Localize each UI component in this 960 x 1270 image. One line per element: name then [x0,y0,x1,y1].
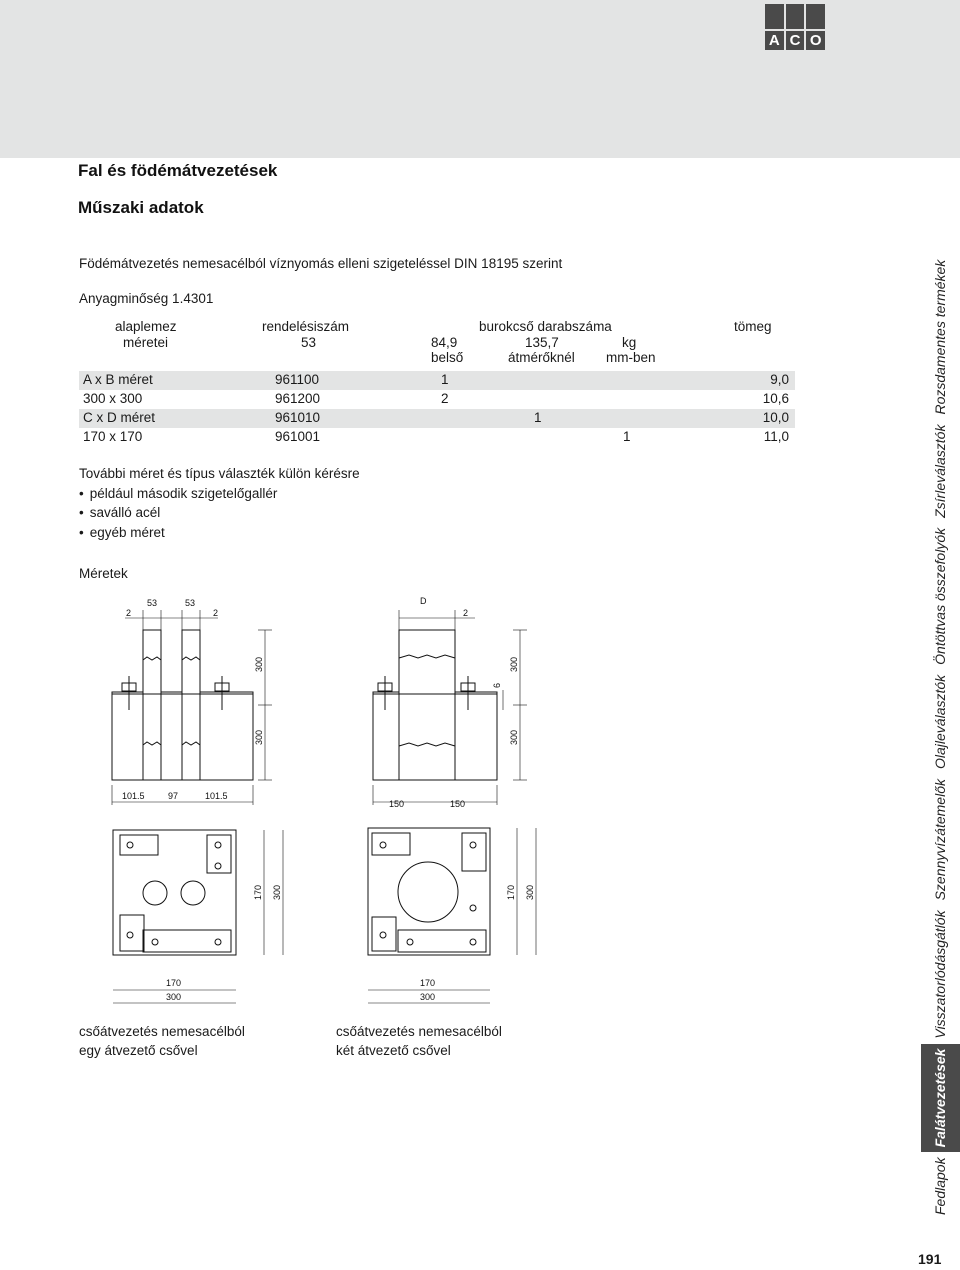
caption-right [336,1022,502,1060]
product-description: Födémátvezetés nemesacélból víznyomás elleni szigeteléssel DIN 18195 szerint [79,256,563,271]
d1-label-300-top: 300 [254,656,264,672]
caption-left-line2: egy átvezető csővel [79,1043,198,1058]
list-item: • például második szigetelőgallér [79,484,360,504]
d2-label-170: 170 [420,978,436,988]
caption-right-line1: csőátvezetés nemesacélból [336,1024,502,1039]
header-order-2: 53 [301,335,317,350]
d1-pipe-left [143,630,161,780]
cell-count: 2 [441,391,449,406]
cell-size: A x B méret [83,372,153,387]
d1-label-b1: 101.5 [122,791,145,801]
d1-label-53b: 53 [185,598,196,608]
d1-pipe-right [182,630,200,780]
notes-intro: További méret és típus választék külön kérésre [79,466,360,481]
d1-label-53a: 53 [147,598,158,608]
caption-left [79,1022,245,1060]
d2-label-300: 300 [420,992,436,1002]
cell-size: 300 x 300 [83,391,143,406]
tab-ontottvas[interactable]: Öntöttvas összefolyók [932,527,948,665]
header-d1: 84,9 [431,335,458,350]
cell-order: 961001 [275,429,321,444]
tab-falatvezetesek[interactable]: Falátvezetések [921,1044,960,1153]
d2-pipe [399,630,455,780]
d2-label-6: 6 [492,682,502,688]
header-plate-2: méretei [123,335,169,350]
list-item: • egyéb méret [79,523,360,543]
header-weight: tömeg [734,319,772,334]
cell-weight: 10,6 [762,391,789,406]
d1-plate-plan [113,830,236,955]
header-mm: mm-ben [606,350,656,365]
d2-label-v300: 300 [525,884,535,900]
tab-visszatorlodasgatlok[interactable]: Visszatorlódásgátlók [932,910,948,1039]
d2-label-b1: 150 [389,799,405,809]
tab-olajlevalasztok[interactable]: Olajleválasztók [932,674,948,769]
page-title: Fal és födémátvezetések [78,161,278,180]
d2-pipe-hole [398,862,458,922]
d1-label-300: 300 [166,992,182,1002]
d1-pipe-hole-right [181,881,205,905]
d1-label-left-2: 2 [126,608,132,618]
header-order: rendelésiszám [262,319,350,334]
header-unit: kg [622,335,637,350]
tab-zsirlevalasztok[interactable]: Zsírleválasztók [932,424,948,518]
d1-label-v170: 170 [253,884,263,900]
cell-size: 170 x 170 [83,429,143,444]
d1-label-v300: 300 [272,884,282,900]
logo-letter-a: A [765,31,784,50]
material-info: Anyagminőség 1.4301 [79,291,214,306]
cell-order: 961200 [275,391,321,406]
cell-weight: 11,0 [763,429,789,444]
cell-count: 1 [534,410,542,425]
d1-label-b2: 97 [168,791,179,801]
side-navigation [921,158,960,1220]
d2-label-b2: 150 [450,799,466,809]
cell-weight: 9,0 [770,372,789,387]
d1-label-300-bot: 300 [254,729,264,745]
header-inner: belső [431,350,464,365]
d1-label-170: 170 [166,978,182,988]
d2-label-300-top: 300 [509,656,519,672]
tab-szennyvizatemelok[interactable]: Szennyvízátemelők [932,779,948,901]
page-number: 191 [918,1251,942,1267]
tab-fedlapok[interactable]: Fedlapok [932,1157,948,1215]
cell-size: C x D méret [83,410,156,425]
header-d2: 135,7 [525,335,559,350]
cell-order: 961010 [275,410,321,425]
d1-label-right-2: 2 [213,608,219,618]
d1-pipe-hole-left [143,881,167,905]
logo-letter-o: O [806,31,825,50]
list-item: • saválló acél [79,503,360,523]
tab-rozsdamentes[interactable]: Rozsdamentes termékek [932,259,948,415]
header-pipes: burokcső darabszáma [479,319,612,334]
cell-count: 1 [441,372,449,387]
cell-count: 1 [623,429,631,444]
d1-label-b3: 101.5 [205,791,228,801]
d2-label-right-2: 2 [463,608,469,618]
cell-order: 961100 [275,372,320,387]
d2-label-v170: 170 [506,884,516,900]
logo-letter-c: C [786,31,805,50]
dimensions-title: Méretek [79,566,128,581]
d2-label-300-bot: 300 [509,729,519,745]
header-diameter: átmérőknél [508,350,575,365]
d2-label-d: D [420,596,427,606]
header-plate: alaplemez [115,319,177,334]
caption-left-line1: csőátvezetés nemesacélból [79,1024,245,1039]
section-title: Műszaki adatok [78,198,204,217]
caption-right-line2: két átvezető csővel [336,1043,451,1058]
cell-weight: 10,0 [762,410,789,425]
